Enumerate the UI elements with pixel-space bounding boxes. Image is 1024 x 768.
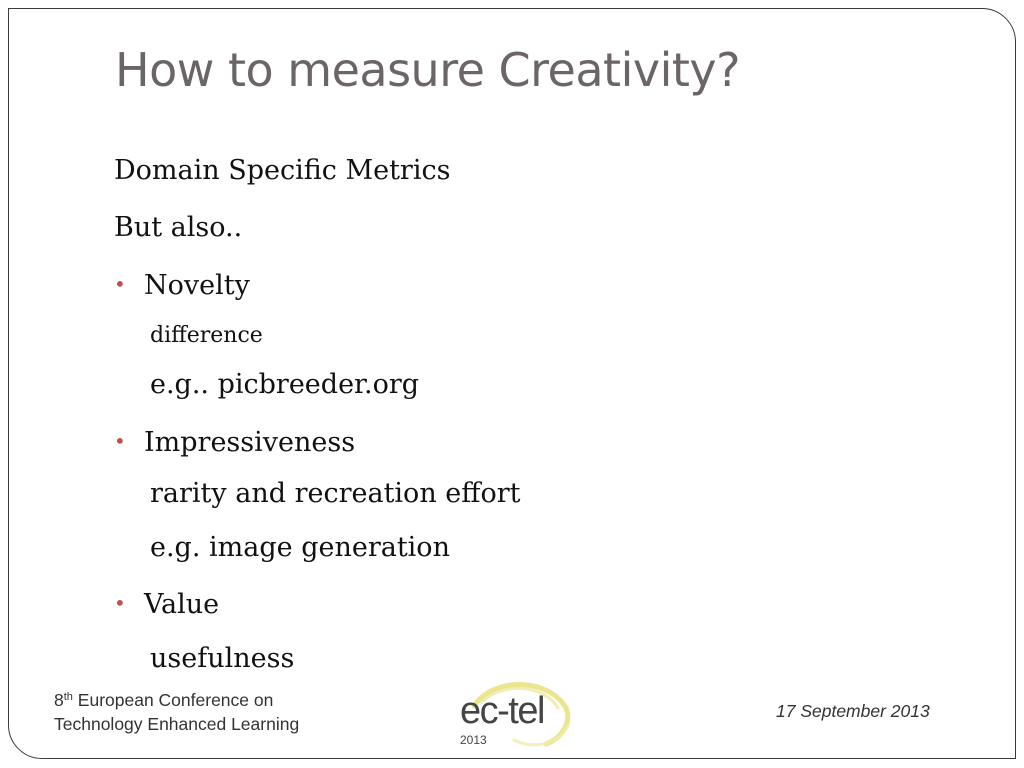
conference-line1-text: European Conference on — [72, 690, 274, 710]
bullet-item-value — [114, 587, 219, 621]
sub-line-image-generation: e.g. image generation — [150, 532, 450, 563]
footer-conference-line1 — [54, 685, 299, 712]
conference-ordinal: 8 — [54, 690, 64, 710]
body-line-domain-metrics: Domain Specific Metrics — [114, 155, 451, 186]
ectel-logo — [454, 678, 579, 750]
bullet-item-novelty — [114, 268, 250, 302]
footer-conference-name — [54, 685, 299, 736]
bullet-item-impressiveness — [114, 425, 355, 459]
body-line-but-also: But also.. — [114, 212, 243, 243]
bullet-label: Novelty — [144, 270, 250, 301]
bullet-icon: • — [114, 272, 126, 296]
slide-frame — [8, 8, 1016, 759]
slide-title: How to measure Creativity? — [115, 43, 741, 97]
sub-line-picbreeder: e.g.. picbreeder.org — [150, 369, 420, 400]
sub-line-usefulness: usefulness — [150, 643, 295, 674]
bullet-label: Impressiveness — [144, 427, 356, 458]
bullet-icon: • — [114, 429, 126, 453]
conference-ordinal-suffix: th — [63, 691, 73, 703]
logo-wordmark: ec-tel — [460, 690, 544, 732]
sub-line-difference: difference — [150, 323, 263, 348]
footer-conference-line2: Technology Enhanced Learning — [54, 714, 300, 734]
sub-line-rarity: rarity and recreation effort — [150, 478, 521, 509]
logo-year: 2013 — [460, 733, 487, 747]
bullet-icon: • — [114, 591, 126, 615]
bullet-label: Value — [144, 589, 220, 620]
footer-date: 17 September 2013 — [776, 701, 930, 721]
